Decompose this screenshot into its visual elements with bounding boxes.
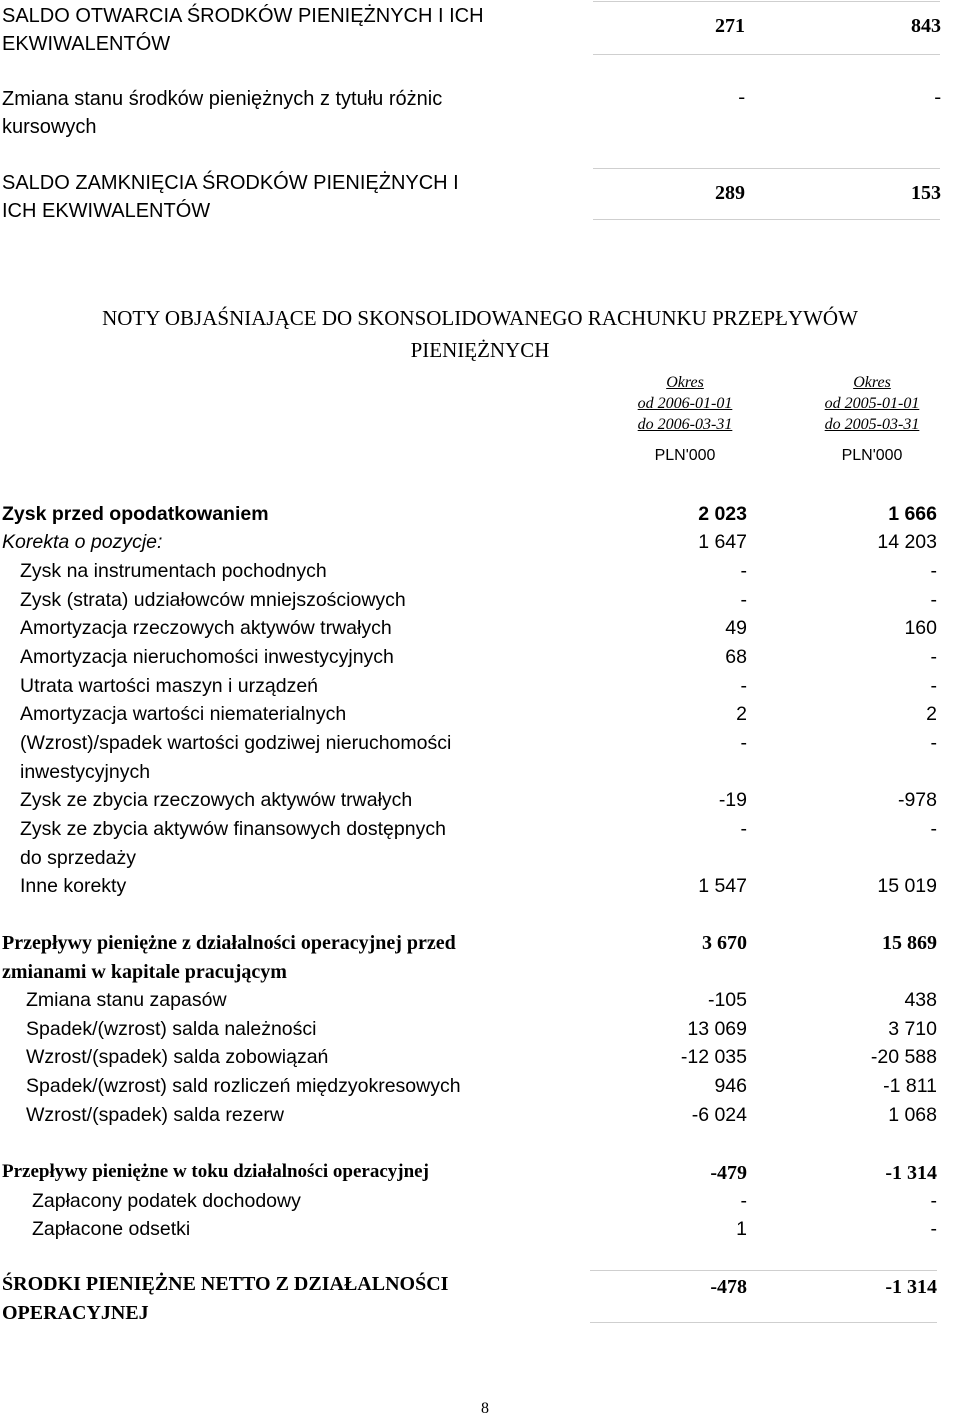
row-value-2005: 15 869 [882,932,937,954]
row-value-2006: -479 [710,1162,747,1184]
row-label-continued: zmianami w kapitale pracującym [2,961,287,983]
row-value-2006: - [740,732,747,754]
row-label-continued: do sprzedaży [20,847,136,869]
row-value-2006: - [740,675,747,697]
row-value-2006: 3 670 [702,932,747,954]
row-value-2005: - [930,732,937,754]
table-row [0,1270,960,1328]
row-value-2005: 1 068 [888,1104,937,1126]
row-value-2005: 15 019 [877,875,937,897]
row-label: Zysk ze zbycia aktywów finansowych dostępnych [20,818,446,840]
row-value-2005: 438 [904,989,937,1011]
row-label: Zmiana stanu zapasów [26,989,227,1011]
fx-difference-label-line1: Zmiana stanu środków pieniężnych z tytułu różnic [2,88,443,110]
row-value-2006: - [740,589,747,611]
opening-balance-value-2005: 843 [911,15,941,37]
table-row [0,500,960,529]
fx-difference-value-2006: - [738,86,745,108]
row-label: Spadek/(wzrost) sald rozliczeń międzyokresowych [26,1075,461,1097]
row-label-continued: inwestycyjnych [20,761,151,783]
top-rule [593,1,940,2]
row-value-2005: - [930,646,937,668]
fx-difference-value-2005: - [934,86,941,108]
fx-difference-label [2,85,442,141]
row-value-2005: 160 [904,617,937,639]
row-value-2006: 2 [736,703,747,725]
row-value-2006: 2 023 [698,503,747,525]
table-row [0,557,960,586]
row-label: Przepływy pieniężne z działalności operacyjnej przed [2,932,456,954]
row-value-2005: 3 710 [888,1018,937,1040]
column-header-from: od 2006-01-01 [637,395,733,412]
row-value-2005: - [930,1190,937,1212]
table-row [0,1157,960,1186]
row-value-2005: -1 314 [885,1276,937,1298]
notes-heading-line2: PIENIĘŻNYCH [410,338,550,362]
closing-balance-rule [593,219,940,220]
row-value-2006: 13 069 [687,1018,747,1040]
table-row [0,872,960,901]
table-row [0,643,960,672]
notes-heading [0,302,960,366]
table-row [0,672,960,701]
row-value-2006: -478 [710,1276,747,1298]
row-value-2005: -1 314 [885,1162,937,1184]
row-label: Wzrost/(spadek) salda zobowiązań [26,1046,329,1068]
row-value-2006: -12 035 [680,1046,747,1068]
row-value-2006: - [740,818,747,840]
opening-balance-label-line1: SALDO OTWARCIA ŚRODKÓW PIENIĘŻNYCH I ICH [2,5,484,27]
row-value-2005: 14 203 [877,531,937,553]
page-number: 8 [481,1400,489,1417]
row-label-continued: OPERACYJNEJ [2,1302,149,1324]
table-row [0,586,960,615]
row-value-2005: -1 811 [883,1075,937,1097]
row-value-2006: -6 024 [691,1104,747,1126]
closing-balance-value-2006: 289 [715,182,745,204]
table-row [0,1215,960,1244]
opening-balance-value-2006: 271 [715,15,745,37]
row-label: Zysk przed opodatkowaniem [2,503,269,525]
column-header-currency: PLN'000 [654,447,716,464]
row-label: Zysk na instrumentach pochodnych [20,560,327,582]
row-label: ŚRODKI PIENIĘŻNE NETTO Z DZIAŁALNOŚCI [2,1273,449,1295]
table-row [0,528,960,557]
row-label: Korekta o pozycje: [2,531,163,553]
table-row [0,815,960,873]
row-value-2006: - [740,1190,747,1212]
column-header-from: od 2005-01-01 [824,395,920,412]
row-value-2005: 2 [926,703,937,725]
table-row [0,1015,960,1044]
opening-balance-label [2,2,484,58]
table-row [0,1187,960,1216]
table-row [0,1043,960,1072]
row-value-2005: - [930,675,937,697]
table-row [0,1101,960,1130]
row-value-2006: 49 [725,617,747,639]
table-row [0,929,960,987]
row-label: Amortyzacja wartości niematerialnych [20,703,347,725]
column-header-okres: Okres [853,374,891,391]
column-header-2006 [592,372,778,466]
table-row [0,1072,960,1101]
row-label: Spadek/(wzrost) salda należności [26,1018,317,1040]
column-header-2005 [779,372,960,466]
table-row [0,729,960,787]
table-row [0,986,960,1015]
row-value-2006: 946 [714,1075,747,1097]
row-value-2006: - [740,560,747,582]
row-label: Utrata wartości maszyn i urządzeń [20,675,319,697]
column-header-to: do 2006-03-31 [637,416,733,433]
closing-balance-label [2,169,459,225]
row-label: Zysk ze zbycia rzeczowych aktywów trwałych [20,789,413,811]
row-value-2005: - [930,560,937,582]
row-label: Wzrost/(spadek) salda rezerw [26,1104,284,1126]
row-label: Inne korekty [20,875,127,897]
row-label: Amortyzacja rzeczowych aktywów trwałych [20,617,392,639]
row-value-2006: 68 [725,646,747,668]
column-header-okres: Okres [666,374,704,391]
row-value-2006: -19 [718,789,747,811]
table-row [0,700,960,729]
opening-balance-rule [593,54,940,55]
row-value-2005: - [930,818,937,840]
closing-balance-label-line2: ICH EKWIWALENTÓW [2,200,211,222]
table-row [0,786,960,815]
row-value-2005: -978 [897,789,937,811]
row-label: Zapłacone odsetki [32,1218,191,1240]
row-label: (Wzrost)/spadek wartości godziwej nieruchomości [20,732,452,754]
fx-rule [593,168,940,169]
row-value-2005: 1 666 [888,503,937,525]
closing-balance-label-line1: SALDO ZAMKNIĘCIA ŚRODKÓW PIENIĘŻNYCH I [2,172,459,194]
row-value-2006: 1 547 [698,875,747,897]
closing-balance-value-2005: 153 [911,182,941,204]
row-value-2006: -105 [707,989,747,1011]
net-cash-bottom-rule [590,1322,937,1323]
notes-heading-line1: NOTY OBJAŚNIAJĄCE DO SKONSOLIDOWANEGO RACHUNKU PRZEPŁYWÓW [102,306,858,330]
opening-balance-label-line2: EKWIWALENTÓW [2,33,171,55]
row-value-2005: - [930,589,937,611]
row-label: Przepływy pieniężne w toku działalności operacyjnej [2,1161,429,1182]
row-value-2006: 1 647 [698,531,747,553]
row-value-2005: - [930,1218,937,1240]
row-label: Amortyzacja nieruchomości inwestycyjnych [20,646,394,668]
row-value-2006: 1 [736,1218,747,1240]
column-header-currency: PLN'000 [841,447,903,464]
table-row [0,614,960,643]
column-header-to: do 2005-03-31 [824,416,920,433]
row-label: Zapłacony podatek dochodowy [32,1190,301,1212]
row-value-2005: -20 588 [870,1046,937,1068]
row-label: Zysk (strata) udziałowców mniejszościowych [20,589,406,611]
fx-difference-label-line2: kursowych [2,116,97,138]
